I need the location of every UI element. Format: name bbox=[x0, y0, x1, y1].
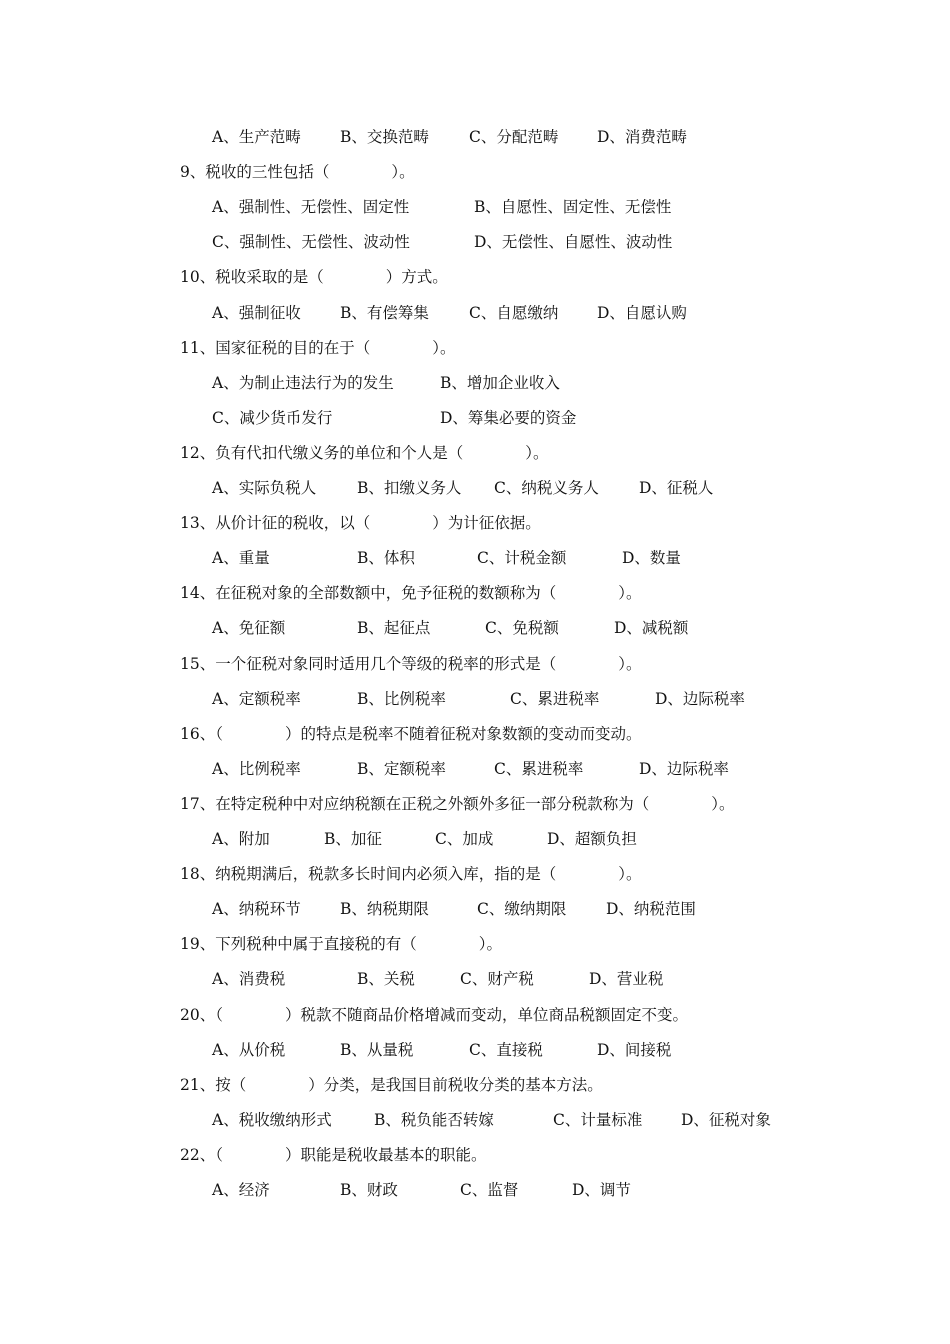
answer-option: C、强制性、无偿性、波动性 bbox=[212, 233, 410, 251]
answer-option: A、实际负税人 bbox=[212, 479, 317, 497]
answer-option: C、计量标准 bbox=[553, 1111, 643, 1129]
answer-option: C、监督 bbox=[460, 1181, 519, 1199]
answer-option: D、间接税 bbox=[597, 1041, 672, 1059]
answer-option: A、经济 bbox=[212, 1181, 270, 1199]
answer-option: B、财政 bbox=[340, 1181, 398, 1199]
answer-option: A、生产范畴 bbox=[212, 128, 301, 146]
answer-option: C、计税金额 bbox=[477, 549, 567, 567]
answer-option: D、边际税率 bbox=[639, 760, 729, 778]
question-text: 12、负有代扣代缴义务的单位和个人是（ ）。 bbox=[180, 444, 549, 462]
answer-option: B、交换范畴 bbox=[340, 128, 429, 146]
answer-option: A、为制止违法行为的发生 bbox=[212, 374, 394, 392]
answer-option: C、直接税 bbox=[469, 1041, 543, 1059]
answer-option: C、加成 bbox=[435, 830, 494, 848]
answer-option: D、数量 bbox=[622, 549, 681, 567]
answer-option: B、加征 bbox=[324, 830, 382, 848]
question-text: 13、从价计征的税收，以（ ）为计征依据。 bbox=[180, 514, 541, 532]
question-text: 14、在征税对象的全部数额中，免予征税的数额称为（ ）。 bbox=[180, 584, 642, 602]
answer-option: C、累进税率 bbox=[494, 760, 584, 778]
answer-option: A、消费税 bbox=[212, 970, 286, 988]
answer-option: B、自愿性、固定性、无偿性 bbox=[474, 198, 672, 216]
answer-option: C、减少货币发行 bbox=[212, 409, 333, 427]
question-text: 22、（ ）职能是税收最基本的职能。 bbox=[180, 1146, 487, 1164]
answer-option: D、超额负担 bbox=[547, 830, 637, 848]
question-text: 15、一个征税对象同时适用几个等级的税率的形式是（ ）。 bbox=[180, 655, 642, 673]
question-text: 16、（ ）的特点是税率不随着征税对象数额的变动而变动。 bbox=[180, 725, 642, 743]
answer-option: C、财产税 bbox=[460, 970, 534, 988]
answer-option: B、起征点 bbox=[357, 619, 431, 637]
question-text: 17、在特定税种中对应纳税额在正税之外额外多征一部分税款称为（ ）。 bbox=[180, 795, 735, 813]
answer-option: D、自愿认购 bbox=[597, 304, 687, 322]
answer-option: B、关税 bbox=[357, 970, 415, 988]
answer-option: B、定额税率 bbox=[357, 760, 446, 778]
answer-option: A、重量 bbox=[212, 549, 270, 567]
answer-option: B、纳税期限 bbox=[340, 900, 429, 918]
question-text: 21、按（ ）分类，是我国目前税收分类的基本方法。 bbox=[180, 1076, 603, 1094]
question-text: 10、税收采取的是（ ）方式。 bbox=[180, 268, 448, 286]
answer-option: D、征税人 bbox=[639, 479, 714, 497]
answer-option: A、附加 bbox=[212, 830, 270, 848]
answer-option: A、定额税率 bbox=[212, 690, 301, 708]
answer-option: B、从量税 bbox=[340, 1041, 414, 1059]
question-text: 19、下列税种中属于直接税的有（ ）。 bbox=[180, 935, 502, 953]
answer-option: A、税收缴纳形式 bbox=[212, 1111, 332, 1129]
answer-option: C、累进税率 bbox=[510, 690, 600, 708]
answer-option: D、营业税 bbox=[589, 970, 664, 988]
answer-option: B、有偿筹集 bbox=[340, 304, 429, 322]
question-text: 20、（ ）税款不随商品价格增减而变动，单位商品税额固定不变。 bbox=[180, 1006, 688, 1024]
answer-option: A、从价税 bbox=[212, 1041, 286, 1059]
answer-option: D、减税额 bbox=[614, 619, 689, 637]
answer-option: B、扣缴义务人 bbox=[357, 479, 462, 497]
answer-option: D、征税对象 bbox=[681, 1111, 771, 1129]
answer-option: B、增加企业收入 bbox=[440, 374, 560, 392]
answer-option: C、纳税义务人 bbox=[494, 479, 599, 497]
answer-option: C、分配范畴 bbox=[469, 128, 559, 146]
answer-option: D、边际税率 bbox=[655, 690, 745, 708]
answer-option: A、比例税率 bbox=[212, 760, 301, 778]
answer-option: D、筹集必要的资金 bbox=[440, 409, 577, 427]
answer-option: C、免税额 bbox=[485, 619, 559, 637]
answer-option: D、无偿性、自愿性、波动性 bbox=[474, 233, 673, 251]
question-text: 18、纳税期满后，税款多长时间内必须入库，指的是（ ）。 bbox=[180, 865, 642, 883]
question-text: 11、国家征税的目的在于（ ）。 bbox=[180, 339, 456, 357]
answer-option: D、消费范畴 bbox=[597, 128, 687, 146]
answer-option: B、税负能否转嫁 bbox=[374, 1111, 494, 1129]
answer-option: A、纳税环节 bbox=[212, 900, 301, 918]
answer-option: B、体积 bbox=[357, 549, 415, 567]
answer-option: A、强制性、无偿性、固定性 bbox=[212, 198, 410, 216]
answer-option: D、纳税范围 bbox=[606, 900, 696, 918]
question-text: 9、税收的三性包括（ ）。 bbox=[180, 163, 415, 181]
answer-option: A、免征额 bbox=[212, 619, 286, 637]
answer-option: B、比例税率 bbox=[357, 690, 446, 708]
answer-option: C、缴纳期限 bbox=[477, 900, 567, 918]
answer-option: A、强制征收 bbox=[212, 304, 301, 322]
answer-option: D、调节 bbox=[572, 1181, 631, 1199]
answer-option: C、自愿缴纳 bbox=[469, 304, 559, 322]
